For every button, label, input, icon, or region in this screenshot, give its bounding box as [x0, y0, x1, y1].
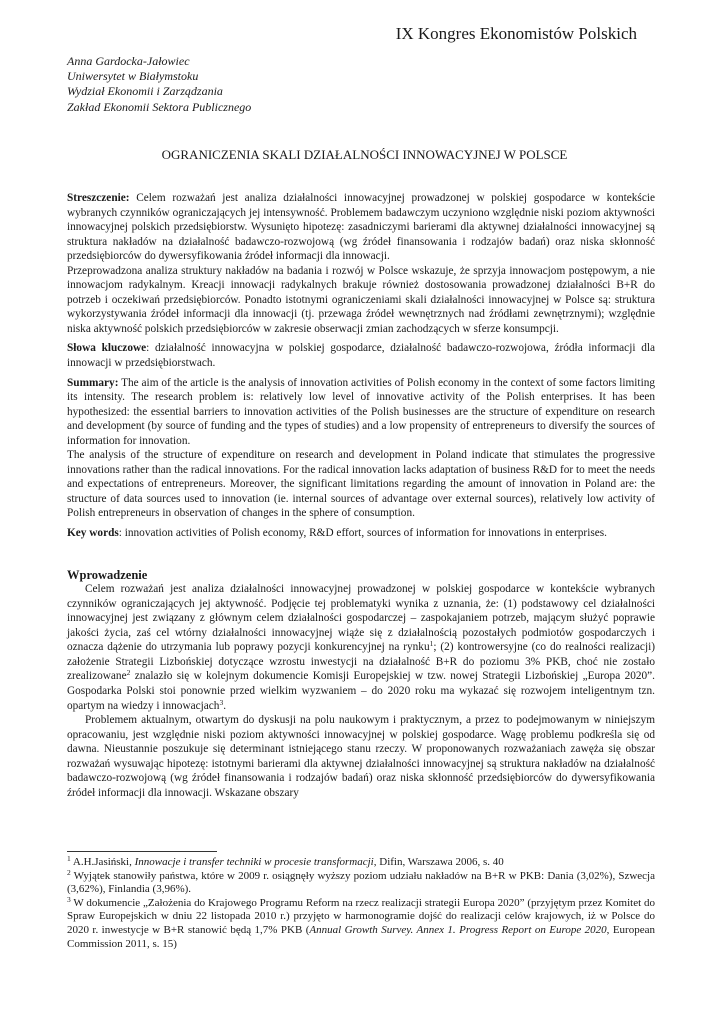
footnote-ref-2: 2 — [126, 668, 131, 678]
footnote-3-number: 3 — [67, 894, 71, 904]
paper-body — [67, 191, 655, 800]
author-faculty: Wydział Ekonomii i Zarządzania — [67, 84, 223, 99]
key-words-label: Key words — [67, 527, 119, 540]
slowa-kluczowe-label: Słowa kluczowe — [67, 342, 147, 355]
streszczenie-p2: Przeprowadzona analiza struktury nakładów na badania i rozwój w Polsce wskazuje, że sprzyja innowacjom postępowym, a nie innowacjom radykalnym. Kreacji innowacji radykalnych brakuje również dostosowania prowadzonej działalności B+R do potrzeb i oczekiwań przedsiębiorców. Ponadto istotnymi ograniczeniami skali działalności innowacyjnej w Polsce są: struktura wykorzystywania źródeł informacji dla innowacji (tj. przewaga źródeł wewnętrznych nad źródłami zewnętrznymi); względnie niska aktywność polskich przedsiębiorców w zakresie obserwacji zmian zachodzących w sferze konsumpcji. — [67, 264, 655, 335]
footnote-1-title: Innowacje i transfer techniki w procesie transformacji — [134, 856, 374, 868]
summary-text-1: The aim of the article is the analysis of innovation activities of Polish economy in the context of some factors limiting its intensity. The research problem is: relatively low level of innovative activity of the Polish enterprises. It has been hypothesized: the essential barriers to innovation activities of the Polish businesses are the structure of expenditure on research and development (by source of funding and the types of studies) and a low propensity of entrepreneurs to diversify the sources of information for innovation. — [67, 376, 656, 447]
author-name: Anna Gardocka-Jałowiec — [67, 54, 190, 68]
footnote-divider — [67, 851, 217, 852]
summary-p1 — [67, 376, 655, 449]
conference-header: IX Kongres Ekonomistów Polskich — [395, 24, 637, 43]
footnote-2-text: Wyjątek stanowiły państwa, które w 2009 r. osiągnęły wyższy poziom udziału nakładów na B+R w PKB: Dania (3,02%), Szwecja (3,62%), Finlandia (3,96%). — [67, 869, 655, 896]
key-words — [67, 526, 655, 541]
footnote-3 — [67, 894, 655, 951]
footnote-1-text-a: A.H.Jasiński, — [70, 856, 135, 868]
paper-title: OGRANICZENIA SKALI DZIAŁALNOŚCI INNOWACYJNEJ W POLSCE — [161, 147, 568, 162]
footnotes — [67, 856, 655, 951]
footnote-2-number: 2 — [67, 867, 71, 877]
intro-p1-b: ; (2) kontrowersyjne (co do realności realizacji) założenie Strategii Lizbońskiej dotyczące wzrostu inwestycji na działalność B+R do poziomu 3% PKB, choć nie zostało zrealizowane — [67, 641, 655, 683]
footnote-3-text-b: , European Commission 2011, s. 15) — [67, 923, 655, 950]
section-heading-intro: Wprowadzenie — [67, 567, 148, 582]
author-university: Uniwersytet w Białymstoku — [67, 69, 199, 84]
intro-p1-c: znalazło się w kolejnym dokumencie Komisji Europejskiej w tzw. nowej Strategii Lizbońskiej „Europa 2020”. Gospodarka Polski stoi ponownie przed wielkim wyzwaniem – do 2020 roku ma wykazać się rozwojem inteligentnym tzn. opartym na wiedzy i innowacjach — [67, 670, 655, 712]
author-affiliation — [67, 54, 251, 115]
streszczenie-text-1: Celem rozważań jest analiza działalności innowacyjnej prowadzonej w polskiej gospodarce w kontekście wybranych czynników ograniczających jej intensywność. Problemem badawczym uczyniono względnie niski poziom aktywności innowacyjnej polskich przedsiębiorstw. Wysunięto hipotezę: zasadniczymi barierami dla aktywnej działalności innowacyjnej są struktura nakładów na działalność badawczo-rozwojową (wg źródeł finansowania i rodzajów badań) oraz niska skłonność przedsiębiorców do dywersyfikowania źródeł informacji dla innowacji. — [67, 192, 655, 263]
intro-paragraph-2: Problemem aktualnym, otwartym do dyskusji na polu naukowym i praktycznym, a przez to podejmowanym w niniejszym opracowaniu, jest względnie niski poziom aktywności innowacyjnej w polskiej gospodarce. Wagę problemu podkreśla się od dawna. Nieustannie poszukuje się determinant istniejącego stanu rzeczy. W proponowanych rozważaniach zawęża się obszar rozważań wysuwając hipotezę: istotnymi barierami dla aktywnej działalności innowacyjnej są struktura nakładów na działalność badawczo-rozwojową (wg źródeł finansowania i rodzajów badań) oraz niska skłonność przedsiębiorców do dywersyfikowania źródeł informacji dla innowacji. Wskazane obszary — [67, 714, 655, 799]
slowa-kluczowe — [67, 341, 655, 370]
footnote-1 — [67, 856, 655, 870]
footnote-3-title: Annual Growth Survey. Annex 1. Progress Report on Europe 2020 — [309, 923, 607, 936]
intro-p1-d: . — [223, 699, 227, 712]
footnote-1-text-b: , Difin, Warszawa 2006, s. 40 — [373, 856, 504, 868]
summary-p2: The analysis of the structure of expenditure on research and development in Poland indicate that stimulates the progressive innovations rather than the radical innovations. For the radical innovation lacks adaptation of business R&D for to meet the needs and expectations of entrepreneurs. Moreover, the significant limitations regarding the amount of innovation in Poland are: the structure of data sources used to innovation (ie. internal sources of advantage over external sources), relatively low activity of Polish entrepreneurs in observation of changes in the sphere of consumption. — [67, 449, 655, 520]
footnote-2 — [67, 867, 655, 897]
footnote-1-number: 1 — [67, 854, 71, 863]
author-department: Zakład Ekonomii Sektora Publicznego — [67, 99, 252, 114]
streszczenie-label: Streszczenie: — [67, 192, 130, 204]
key-words-text: : innovation activities of Polish economy, R&D effort, sources of information for innovations in enterprises. — [118, 527, 607, 540]
summary-label: Summary: — [67, 376, 119, 389]
slowa-kluczowe-text: : działalność innowacyjna w polskiej gospodarce, działalność badawczo-rozwojowa, źródła informacji dla innowacji w przedsiębiorstwach. — [67, 342, 655, 370]
intro-p1-a: Celem rozważań jest analiza działalności innowacyjnej prowadzonej w polskiej gospodarce w kontekście wybranych czynników ograniczających jej aktywność. Podjęcie tej problematyki wynika z uznania, że: (1) podstawowy cel działalności innowacyjnej jest związany z głównym celem działalności gospodarczej – zaspokajaniem potrzeb, mającym służyć poprawie jakości życia, zaś cel wtórny działalności innowacyjnej wiąże się z działalnością pozostałych podmiotów gospodarczych i oznacza dążenie do utrzymania lub poprawy pozycji konkurencyjnej na rynku — [67, 583, 655, 654]
footnote-3-text-a: W dokumencie „Założenia do Krajowego Programu Reform na rzecz realizacji strategii Europa 2020” (przyjętym przez Komitet do Spraw Europejskich w dniu 22 listopada 2010 r.) przyjęto w harmonogramie dojść do realizacji celów krajowych, iż w Polsce do 2020 r. inwestycje w B+R stanowić będą 1,7% PKB ( — [67, 896, 655, 936]
intro-paragraph-1 — [67, 582, 655, 713]
footnote-ref-1: 1 — [429, 639, 434, 649]
streszczenie-p1 — [67, 191, 655, 264]
footnote-ref-3: 3 — [219, 697, 224, 707]
